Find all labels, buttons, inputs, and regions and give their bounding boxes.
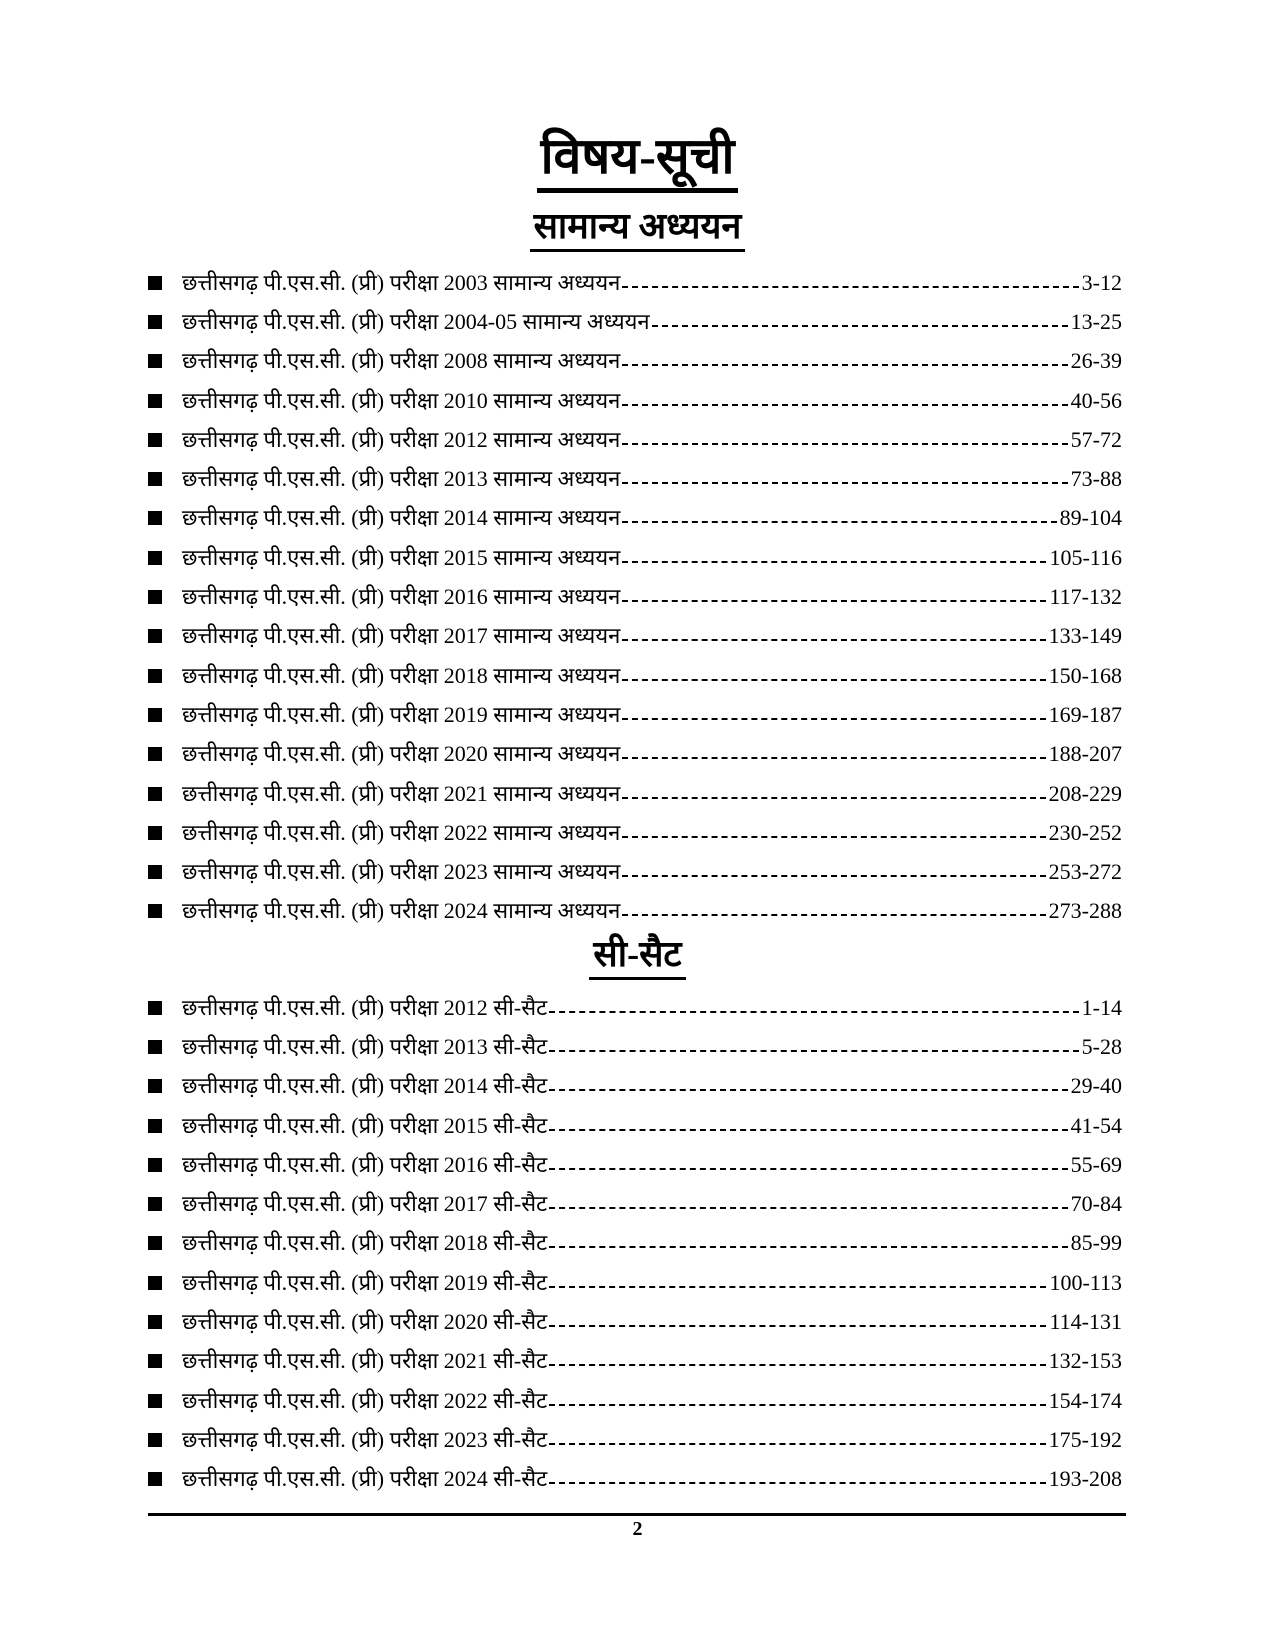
dotted-leader [622, 875, 1045, 877]
toc-entry-title: छत्तीसगढ़ पी.एस.सी. (प्री) परीक्षा 2019 सामान्य अध्ययन [182, 701, 621, 727]
square-bullet-icon [148, 1197, 162, 1211]
toc-page-range: 175-192 [1048, 1426, 1122, 1452]
toc-entry-title: छत्तीसगढ़ पी.एस.सी. (प्री) परीक्षा 2013 सामान्य अध्ययन [182, 466, 621, 492]
toc-page-range: 132-153 [1048, 1348, 1122, 1374]
toc-item [148, 499, 1122, 538]
dotted-leader [622, 364, 1067, 366]
toc-entry-title: छत्तीसगढ़ पी.एस.सी. (प्री) परीक्षा 2017 सामान्य अध्ययन [182, 623, 621, 649]
toc-entry-title: छत्तीसगढ़ पी.एस.सी. (प्री) परीक्षा 2021 सामान्य अध्ययन [182, 780, 621, 806]
dotted-leader [622, 757, 1045, 759]
toc-page-range: 273-288 [1048, 898, 1122, 924]
toc-item [148, 774, 1122, 813]
square-bullet-icon [148, 1079, 162, 1093]
square-bullet-icon [148, 1119, 162, 1133]
toc-item [148, 1420, 1122, 1459]
dotted-leader [622, 404, 1067, 406]
toc-page-range: 40-56 [1070, 387, 1122, 413]
square-bullet-icon [148, 747, 162, 761]
dotted-leader [549, 1246, 1068, 1248]
dotted-leader [549, 1089, 1068, 1091]
toc-page-range: 26-39 [1070, 348, 1122, 374]
section-heading-text: सी-सैट [589, 932, 685, 980]
toc-page-range: 133-149 [1048, 623, 1122, 649]
square-bullet-icon [148, 1472, 162, 1486]
toc-item [148, 1381, 1122, 1420]
toc-item [148, 1302, 1122, 1341]
toc-item [148, 381, 1122, 420]
toc-page-range: 150-168 [1048, 662, 1122, 688]
toc-item [148, 1067, 1122, 1106]
toc-item [148, 1224, 1122, 1263]
dotted-leader [622, 914, 1045, 916]
toc-item [148, 1184, 1122, 1223]
dotted-leader [549, 1011, 1079, 1013]
toc-item [148, 852, 1122, 891]
toc-page-range: 208-229 [1048, 780, 1122, 806]
dotted-leader [622, 521, 1056, 523]
square-bullet-icon [148, 826, 162, 840]
toc-entry-title: छत्तीसगढ़ पी.एस.सी. (प्री) परीक्षा 2019 सी-सैट [182, 1269, 548, 1295]
toc-entry-title: छत्तीसगढ़ पी.एस.सी. (प्री) परीक्षा 2016 सामान्य अध्ययन [182, 584, 621, 610]
dotted-leader [652, 325, 1068, 327]
toc-list-general-studies [148, 263, 1122, 931]
section-heading-general-studies [0, 204, 1275, 252]
toc-page-range: 29-40 [1070, 1073, 1122, 1099]
section-heading-text: सामान्य अध्ययन [530, 204, 746, 252]
page-number: 2 [632, 1518, 643, 1540]
toc-entry-title: छत्तीसगढ़ पी.एस.सी. (प्री) परीक्षा 2018 सामान्य अध्ययन [182, 662, 621, 688]
square-bullet-icon [148, 1236, 162, 1250]
dotted-leader [549, 1050, 1079, 1052]
square-bullet-icon [148, 433, 162, 447]
toc-page-range: 100-113 [1049, 1269, 1122, 1295]
toc-entry-title: छत्तीसगढ़ पी.एस.सी. (प्री) परीक्षा 2021 सी-सैट [182, 1348, 548, 1374]
toc-page-range: 169-187 [1048, 701, 1122, 727]
toc-page-range: 114-131 [1049, 1309, 1122, 1335]
toc-item [148, 813, 1122, 852]
toc-item [148, 538, 1122, 577]
toc-item [148, 342, 1122, 381]
toc-item [148, 988, 1122, 1027]
toc-page-range: 117-132 [1049, 584, 1122, 610]
toc-item [148, 420, 1122, 459]
toc-page-range: 89-104 [1059, 505, 1122, 531]
toc-page-range: 188-207 [1048, 741, 1122, 767]
toc-page-range: 73-88 [1070, 466, 1122, 492]
square-bullet-icon [148, 708, 162, 722]
dotted-leader [549, 1404, 1046, 1406]
square-bullet-icon [148, 354, 162, 368]
square-bullet-icon [148, 669, 162, 683]
square-bullet-icon [148, 1433, 162, 1447]
toc-page-range: 230-252 [1048, 819, 1122, 845]
toc-entry-title: छत्तीसगढ़ पी.एस.सी. (प्री) परीक्षा 2012 सामान्य अध्ययन [182, 426, 621, 452]
square-bullet-icon [148, 1276, 162, 1290]
square-bullet-icon [148, 865, 162, 879]
footer-rule [148, 1513, 1126, 1516]
toc-entry-title: छत्तीसगढ़ पी.एस.सी. (प्री) परीक्षा 2024 सी-सैट [182, 1466, 548, 1492]
toc-entry-title: छत्तीसगढ़ पी.एस.सी. (प्री) परीक्षा 2020 सी-सैट [182, 1309, 548, 1335]
toc-item [148, 263, 1122, 302]
toc-entry-title: छत्तीसगढ़ पी.एस.सी. (प्री) परीक्षा 2022 सी-सैट [182, 1387, 548, 1413]
square-bullet-icon [148, 787, 162, 801]
square-bullet-icon [148, 1315, 162, 1329]
toc-entry-title: छत्तीसगढ़ पी.एस.सी. (प्री) परीक्षा 2015 सी-सैट [182, 1112, 548, 1138]
square-bullet-icon [148, 315, 162, 329]
dotted-leader [622, 679, 1045, 681]
toc-page-range: 55-69 [1070, 1151, 1122, 1177]
square-bullet-icon [148, 1001, 162, 1015]
square-bullet-icon [148, 276, 162, 290]
toc-item [148, 577, 1122, 616]
toc-page-range: 13-25 [1070, 308, 1122, 334]
dotted-leader [622, 718, 1045, 720]
square-bullet-icon [148, 511, 162, 525]
toc-item [148, 735, 1122, 774]
toc-entry-title: छत्तीसगढ़ पी.एस.सी. (प्री) परीक्षा 2014 सी-सैट [182, 1073, 548, 1099]
toc-page-range: 85-99 [1070, 1230, 1122, 1256]
dotted-leader [549, 1482, 1046, 1484]
toc-item [148, 1145, 1122, 1184]
dotted-leader [549, 1286, 1046, 1288]
square-bullet-icon [148, 1354, 162, 1368]
dotted-leader [549, 1129, 1068, 1131]
toc-item [148, 617, 1122, 656]
toc-item [148, 1106, 1122, 1145]
square-bullet-icon [148, 1394, 162, 1408]
toc-entry-title: छत्तीसगढ़ पी.एस.सी. (प्री) परीक्षा 2024 सामान्य अध्ययन [182, 898, 621, 924]
toc-item [148, 1027, 1122, 1066]
toc-entry-title: छत्तीसगढ़ पी.एस.सी. (प्री) परीक्षा 2004-05 सामान्य अध्ययन [182, 308, 650, 334]
page-title [0, 126, 1275, 206]
toc-page-range: 253-272 [1048, 859, 1122, 885]
toc-entry-title: छत्तीसगढ़ पी.एस.सी. (प्री) परीक्षा 2015 सामान्य अध्ययन [182, 544, 621, 570]
dotted-leader [549, 1207, 1068, 1209]
dotted-leader [622, 797, 1045, 799]
toc-entry-title: छत्तीसगढ़ पी.एस.सी. (प्री) परीक्षा 2022 सामान्य अध्ययन [182, 819, 621, 845]
square-bullet-icon [148, 1040, 162, 1054]
toc-entry-title: छत्तीसगढ़ पी.एस.सी. (प्री) परीक्षा 2012 सी-सैट [182, 994, 548, 1020]
toc-entry-title: छत्तीसगढ़ पी.एस.सी. (प्री) परीक्षा 2020 सामान्य अध्ययन [182, 741, 621, 767]
dotted-leader [622, 286, 1078, 288]
square-bullet-icon [148, 629, 162, 643]
toc-item [148, 1342, 1122, 1381]
dotted-leader [549, 1325, 1046, 1327]
toc-entry-title: छत्तीसगढ़ पी.एस.सी. (प्री) परीक्षा 2023 सी-सैट [182, 1426, 548, 1452]
dotted-leader [549, 1443, 1046, 1445]
square-bullet-icon [148, 551, 162, 565]
toc-entry-title: छत्तीसगढ़ पी.एस.सी. (प्री) परीक्षा 2003 सामान्य अध्ययन [182, 269, 621, 295]
dotted-leader [622, 443, 1067, 445]
dotted-leader [622, 482, 1067, 484]
dotted-leader [622, 561, 1046, 563]
toc-page-range: 1-14 [1081, 994, 1122, 1020]
toc-page-range: 5-28 [1081, 1033, 1122, 1059]
dotted-leader [622, 600, 1046, 602]
toc-entry-title: छत्तीसगढ़ पी.एस.सी. (प्री) परीक्षा 2018 सी-सैट [182, 1230, 548, 1256]
toc-item [148, 1460, 1122, 1499]
toc-entry-title: छत्तीसगढ़ पी.एस.सी. (प्री) परीक्षा 2017 सी-सैट [182, 1191, 548, 1217]
square-bullet-icon [148, 590, 162, 604]
dotted-leader [622, 639, 1045, 641]
toc-item [148, 656, 1122, 695]
toc-page-range: 154-174 [1048, 1387, 1122, 1413]
toc-item [148, 1263, 1122, 1302]
square-bullet-icon [148, 904, 162, 918]
toc-page-range: 3-12 [1081, 269, 1122, 295]
toc-entry-title: छत्तीसगढ़ पी.एस.सी. (प्री) परीक्षा 2016 सी-सैट [182, 1151, 548, 1177]
section-heading-csat [0, 932, 1275, 980]
dotted-leader [622, 836, 1045, 838]
toc-page-range: 41-54 [1070, 1112, 1122, 1138]
toc-list-csat [148, 988, 1122, 1499]
toc-entry-title: छत्तीसगढ़ पी.एस.सी. (प्री) परीक्षा 2008 सामान्य अध्ययन [182, 348, 621, 374]
toc-entry-title: छत्तीसगढ़ पी.एस.सी. (प्री) परीक्षा 2013 सी-सैट [182, 1033, 548, 1059]
page-title-text: विषय-सूची [537, 126, 739, 193]
toc-page-range: 57-72 [1070, 426, 1122, 452]
toc-item [148, 459, 1122, 498]
toc-item [148, 892, 1122, 931]
square-bullet-icon [148, 394, 162, 408]
toc-page-range: 70-84 [1070, 1191, 1122, 1217]
toc-entry-title: छत्तीसगढ़ पी.एस.सी. (प्री) परीक्षा 2023 सामान्य अध्ययन [182, 859, 621, 885]
toc-page-range: 105-116 [1049, 544, 1122, 570]
square-bullet-icon [148, 1158, 162, 1172]
toc-item [148, 302, 1122, 341]
toc-entry-title: छत्तीसगढ़ पी.एस.सी. (प्री) परीक्षा 2014 सामान्य अध्ययन [182, 505, 621, 531]
toc-page-range: 193-208 [1048, 1466, 1122, 1492]
toc-item [148, 695, 1122, 734]
dotted-leader [549, 1364, 1046, 1366]
dotted-leader [549, 1168, 1068, 1170]
toc-entry-title: छत्तीसगढ़ पी.एस.सी. (प्री) परीक्षा 2010 सामान्य अध्ययन [182, 387, 621, 413]
square-bullet-icon [148, 472, 162, 486]
